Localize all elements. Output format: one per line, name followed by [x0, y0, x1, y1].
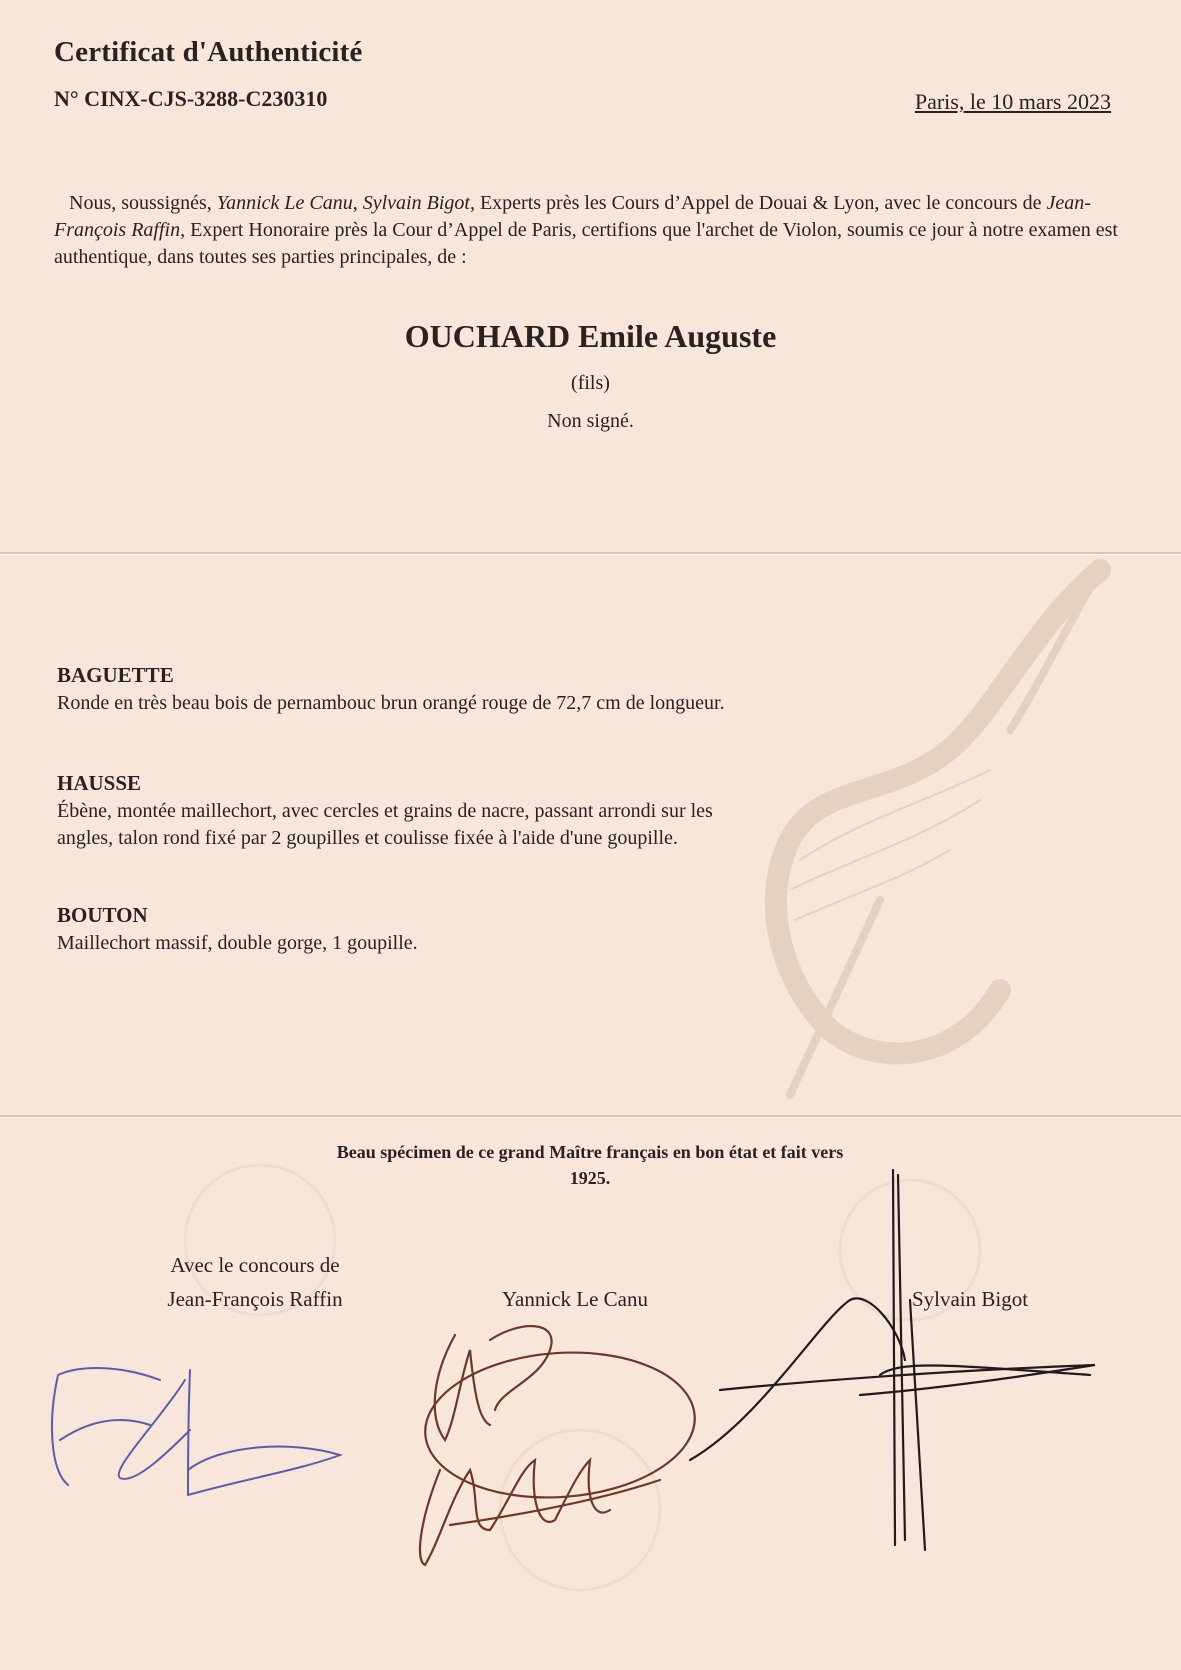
section-heading: BAGUETTE	[57, 663, 174, 687]
summary-line-2: 1925.	[569, 1168, 611, 1188]
signatory-raffin-line1: Avec le concours de	[170, 1253, 340, 1277]
signature-bigot	[690, 1170, 1095, 1550]
certificate-number: N° CINX-CJS-3288-C230310	[54, 86, 328, 111]
section-heading: HAUSSE	[57, 771, 142, 795]
intro-text-2: , Experts près les Cours d’Appel de Douai & Lyon, avec le concours de	[469, 192, 1047, 214]
signatory-raffin-name: Jean-François Raffin	[167, 1287, 343, 1311]
summary-line-1: Beau spécimen de ce grand Maître français en bon état et fait vers	[336, 1142, 844, 1162]
maker-name: OUCHARD Emile Auguste	[404, 318, 777, 354]
intro-comma: ,	[352, 192, 363, 214]
signature-raffin	[52, 1368, 340, 1495]
expert-name-raffin: Jean-François Raffin	[54, 192, 1091, 241]
section-text: Ronde en très beau bois de pernambouc brun orangé rouge de 72,7 cm de longueur.	[57, 692, 725, 714]
certificate-title: Certificat d'Authenticité	[54, 36, 363, 68]
place-and-date: Paris, le 10 mars 2023	[914, 89, 1111, 114]
signature-status: Non signé.	[547, 410, 634, 432]
signature-lecanu	[420, 1326, 700, 1565]
expert-name-lecanu: Yannick Le Canu	[216, 192, 353, 214]
maker-note: (fils)	[571, 372, 610, 394]
section-heading: BOUTON	[57, 903, 148, 927]
intro-text-1: Nous, soussignés,	[69, 192, 217, 214]
expert-name-bigot: Sylvain Bigot	[362, 192, 470, 214]
signatory-bigot-name: Sylvain Bigot	[911, 1287, 1029, 1311]
section-text: Ébène, montée maillechort, avec cercles et grains de nacre, passant arrondi sur les angles, talon rond fixé par 2 goupilles et coulisse fixée à l'aide d'une goupille.	[57, 800, 713, 849]
signatory-lecanu-name: Yannick Le Canu	[501, 1287, 648, 1311]
intro-text-3: , Expert Honoraire près la Cour d’Appel de Paris, certifions que l'archet de Violon, soumis ce jour à notre examen est authentique, dans toutes ses parties principales, de :	[54, 219, 1118, 268]
section-text: Maillechort massif, double gorge, 1 goupille.	[57, 932, 418, 954]
